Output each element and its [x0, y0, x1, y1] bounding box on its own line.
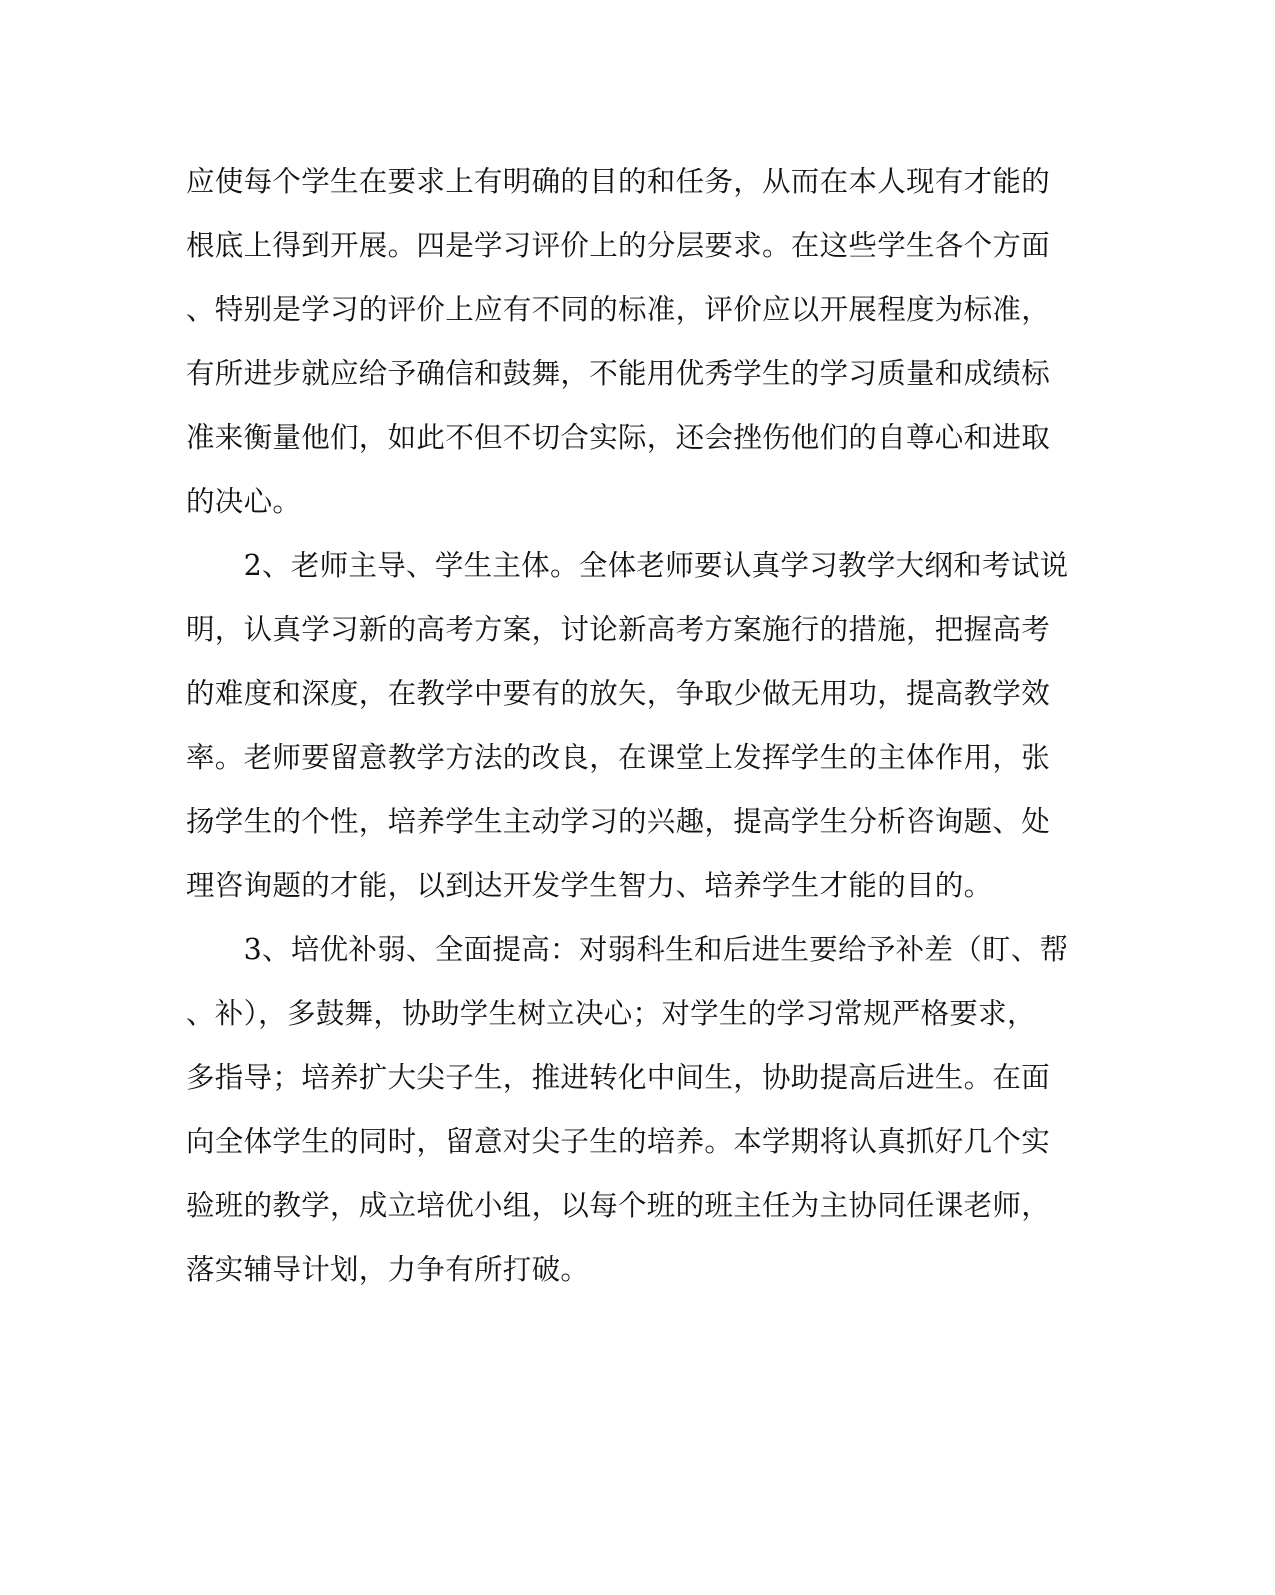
- text-line: 的难度和深度，在教学中要有的放矢，争取少做无用功，提高教学效: [186, 677, 1051, 710]
- text-line: 的决心。: [186, 485, 302, 518]
- text-line: 有所进步就应给予确信和鼓舞，不能用优秀学生的学习质量和成绩标: [186, 357, 1051, 390]
- text-line: 率。老师要留意教学方法的改良，在课堂上发挥学生的主体作用，张: [186, 741, 1051, 774]
- text-line: 、补），多鼓舞，协助学生树立决心；对学生的学习常规严格要求，: [186, 997, 1036, 1030]
- text-line: 向全体学生的同时，留意对尖子生的培养。本学期将认真抓好几个实: [186, 1125, 1051, 1158]
- text-line: 扬学生的个性，培养学生主动学习的兴趣，提高学生分析咨询题、处: [186, 805, 1051, 838]
- text-line: 理咨询题的才能，以到达开发学生智力、培养学生才能的目的。: [186, 869, 993, 902]
- text-line: 验班的教学，成立培优小组，以每个班的班主任为主协同任课老师，: [186, 1189, 1051, 1222]
- text-line: 2、老师主导、学生主体。全体老师要认真学习教学大纲和考试说: [186, 549, 1069, 582]
- text-line: 明，认真学习新的高考方案，讨论新高考方案施行的措施，把握高考: [186, 613, 1051, 646]
- text-line: 落实辅导计划，力争有所打破。: [186, 1253, 590, 1286]
- text-line: 准来衡量他们，如此不但不切合实际，还会挫伤他们的自尊心和进取: [186, 421, 1051, 454]
- text-line: 3、培优补弱、全面提高：对弱科生和后进生要给予补差（盯、帮: [186, 933, 1069, 966]
- text-line: 多指导；培养扩大尖子生，推进转化中间生，协助提高后进生。在面: [186, 1061, 1051, 1094]
- text-line: 应使每个学生在要求上有明确的目的和任务，从而在本人现有才能的: [186, 165, 1051, 198]
- document-body: [186, 150, 1069, 1302]
- paragraph: [186, 534, 1069, 918]
- paragraph: [186, 918, 1069, 1302]
- text-line: 根底上得到开展。四是学习评价上的分层要求。在这些学生各个方面: [186, 229, 1051, 262]
- text-line: 、特别是学习的评价上应有不同的标准，评价应以开展程度为标准，: [186, 293, 1051, 326]
- paragraph: [186, 150, 1066, 534]
